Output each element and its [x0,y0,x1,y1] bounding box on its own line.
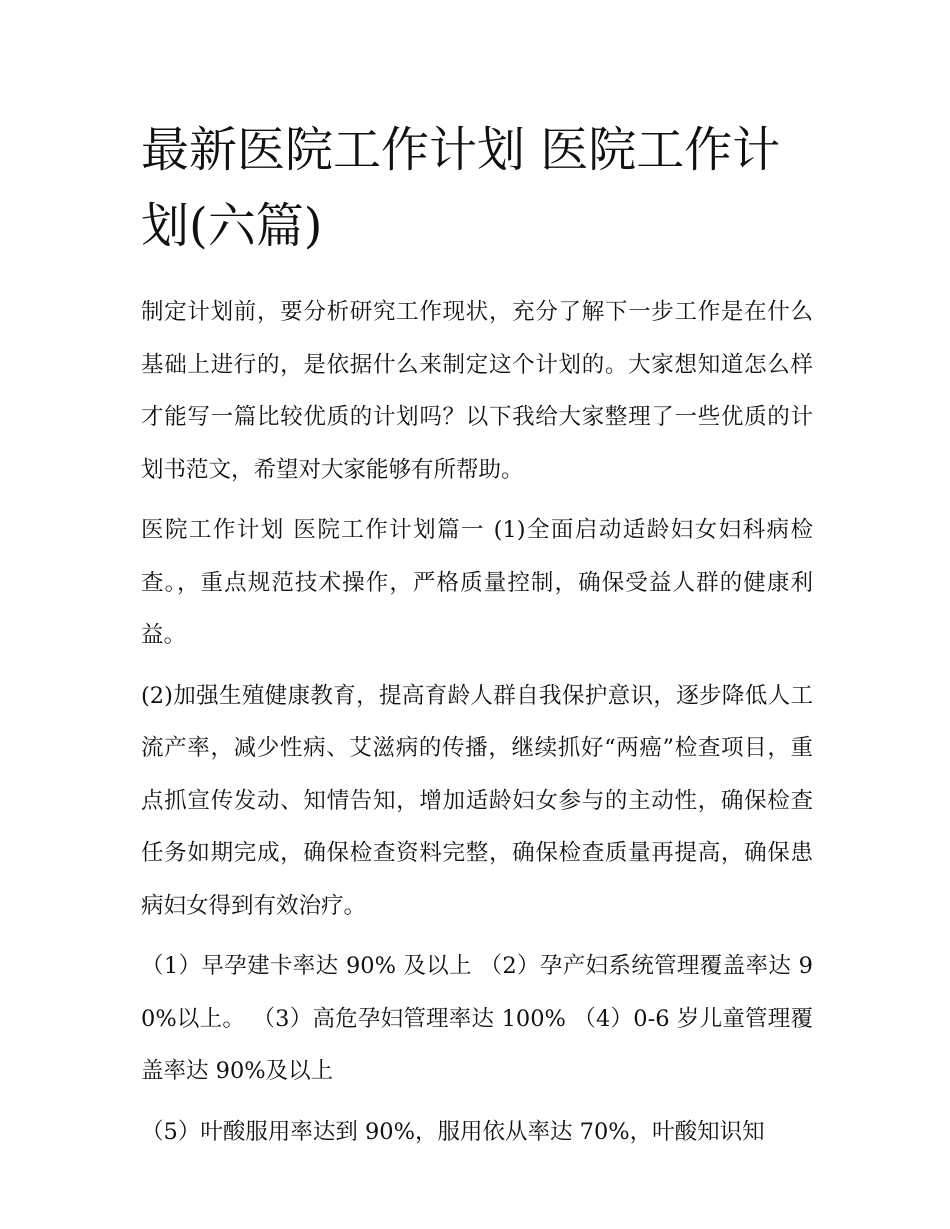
folic-acid-paragraph: （5）叶酸服用率达到 90%，服用依从率达 70%，叶酸知识知 [141,1118,765,1145]
targets-paragraph: （1）早孕建卡率达 90% 及以上 （2）孕产妇系统管理覆盖率达 90%以上。 （3）高危孕妇管理率达 100% （4）0-6 岁儿童管理覆盖率达 90%及以上 [141,953,813,1084]
document-body [141,112,813,1158]
plan-item-paragraph-1: 医院工作计划 医院工作计划篇一 (1)全面启动适龄妇女妇科病检查。，重点规范技术操作，严格质量控制，确保受益人群的健康利益。 [141,517,813,648]
document-title: 最新医院工作计划 医院工作计划(六篇) [141,122,781,254]
intro-paragraph: 制定计划前，要分析研究工作现状，充分了解下一步工作是在什么基础上进行的，是依据什么来制定这个计划的。大家想知道怎么样才能写一篇比较优质的计划吗？以下我给大家整理了一些优质的计划书范文，希望对大家能够有所帮助。 [141,299,813,483]
plan-item-paragraph-2: (2)加强生殖健康教育，提高育龄人群自我保护意识，逐步降低人工流产率，减少性病、艾滋病的传播，继续抓好“两癌”检查项目，重点抓宣传发动、知情告知，增加适龄妇女参与的主动性，确保检查任务如期完成，确保检查资料完整，确保检查质量再提高，确保患病妇女得到有效治疗。 [141,682,813,919]
